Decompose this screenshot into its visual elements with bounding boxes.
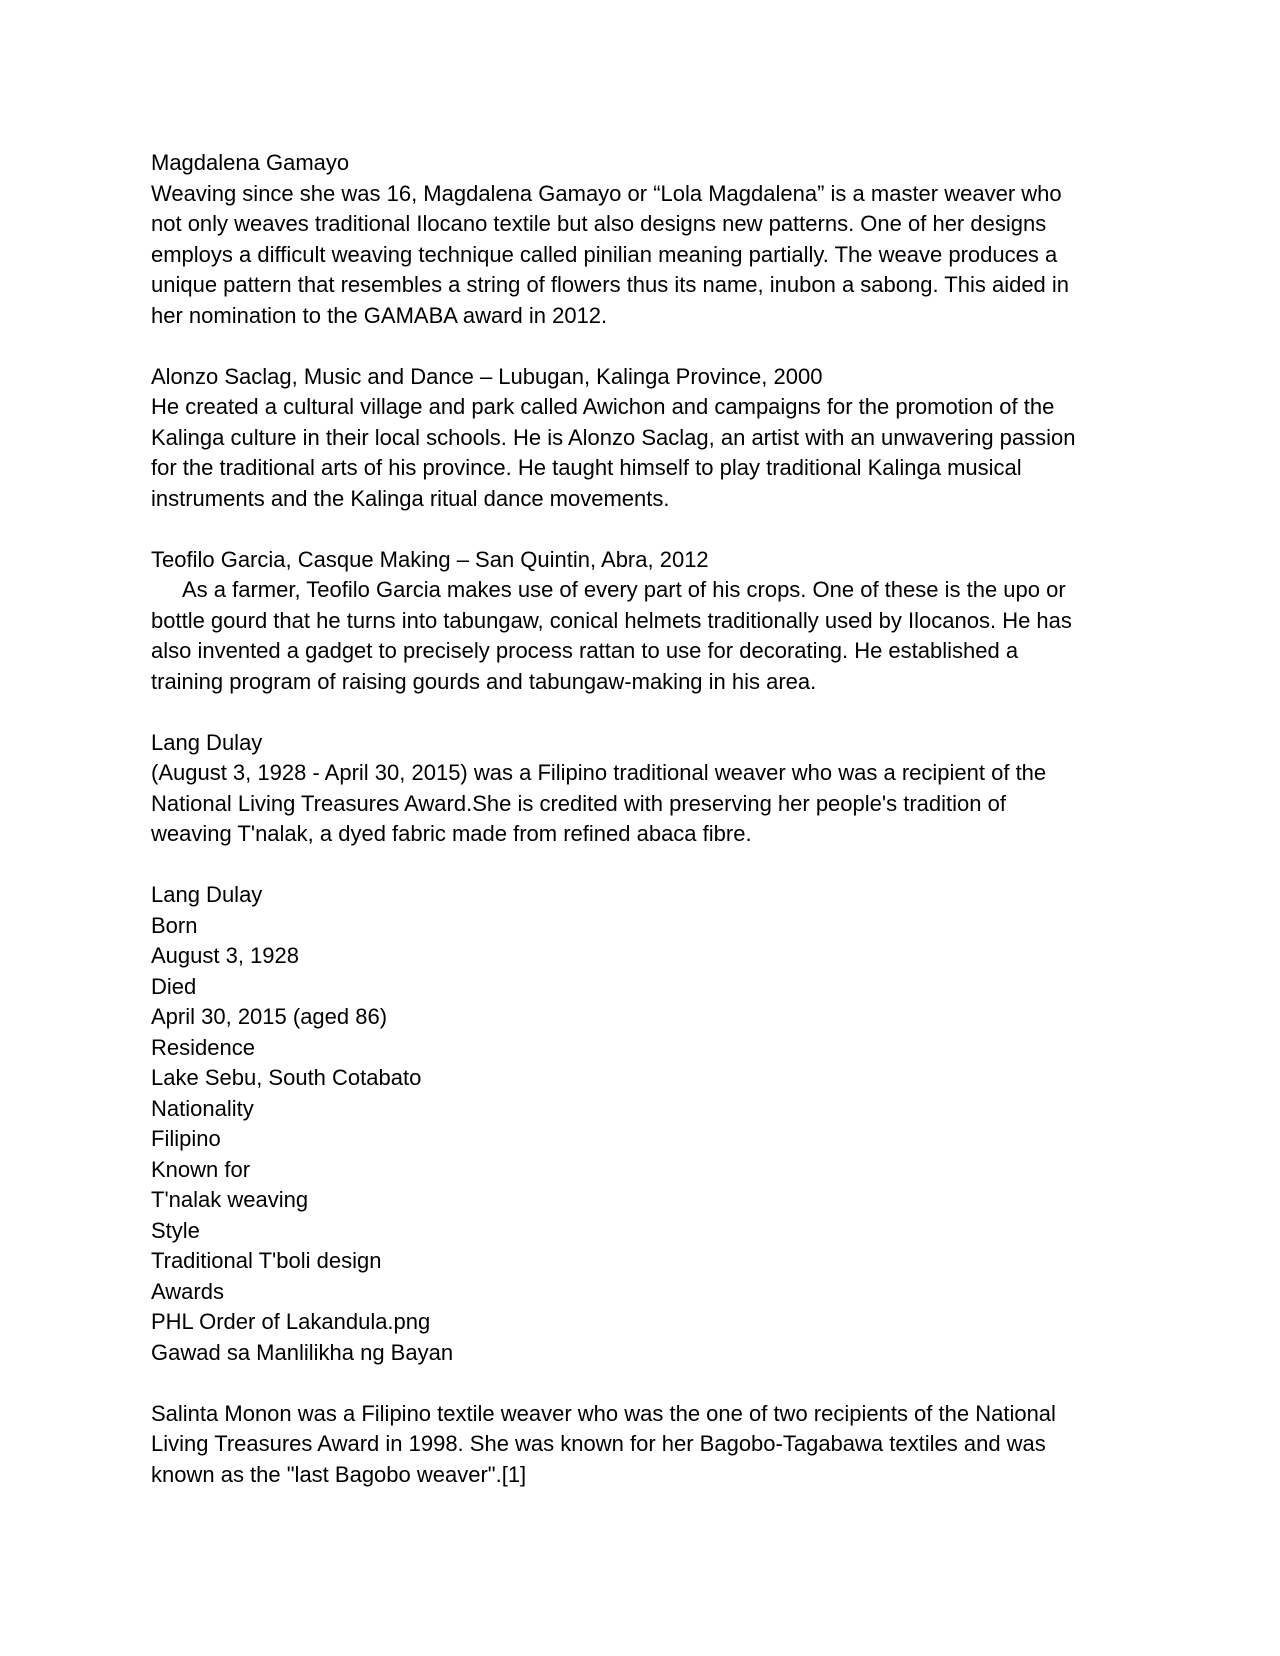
paragraph-line: training program of raising gourds and tabungaw-making in his area. [151, 668, 817, 694]
infobox-value: Filipino [151, 1126, 221, 1151]
section-salinta-monon [151, 1399, 1141, 1491]
paragraph-line: her nomination to the GAMABA award in 2012. [151, 302, 608, 328]
paragraph-line: for the traditional arts of his province. He taught himself to play traditional Kalinga musical [151, 455, 1022, 480]
paragraph-line: He created a cultural village and park called Awichon and campaigns for the promotion of the [151, 394, 1055, 419]
section-teofilo-garcia [151, 545, 1141, 698]
paragraph-line: (August 3, 1928 - April 30, 2015) was a Filipino traditional weaver who was a recipient of the [151, 760, 1047, 785]
infobox-value: T'nalak weaving [151, 1187, 309, 1212]
infobox-value: August 3, 1928 [151, 943, 300, 968]
infobox-label: Born [151, 912, 198, 938]
paragraph-line: known as the "last Bagobo weaver".[1] [151, 1461, 527, 1487]
paragraph-line: weaving T'nalak, a dyed fabric made from refined abaca fibre. [151, 821, 752, 846]
section-lang-dulay-infobox [151, 880, 1141, 1368]
section-alonzo-saclag [151, 362, 1141, 515]
paragraph-line: also invented a gadget to precisely process rattan to use for decorating. He established a [151, 638, 1019, 663]
section-heading: Lang Dulay [151, 882, 263, 907]
section-lang-dulay-bio [151, 728, 1141, 850]
paragraph-line: employs a difficult weaving technique called pinilian meaning partially. The weave produces a [151, 241, 1058, 267]
infobox-label: Known for [151, 1156, 251, 1182]
paragraph-line: Living Treasures Award in 1998. She was known for her Bagobo-Tagabawa textiles and was [151, 1431, 1046, 1456]
paragraph-line: Weaving since she was 16, Magdalena Gamayo or “Lola Magdalena” is a master weaver who [151, 180, 1062, 206]
document-body [151, 148, 1141, 1521]
infobox-label: Died [151, 973, 197, 999]
paragraph-line: unique pattern that resembles a string of flowers thus its name, inubon a sabong. This aided in [151, 272, 1070, 297]
infobox-value: Traditional T'boli design [151, 1248, 382, 1273]
section-heading: Lang Dulay [151, 729, 263, 755]
paragraph-line: As a farmer, Teofilo Garcia makes use of every part of his crops. One of these is the upo or [182, 577, 1066, 602]
paragraph-line: instruments and the Kalinga ritual dance movements. [151, 485, 670, 511]
paragraph-line: bottle gourd that he turns into tabungaw, conical helmets traditionally used by Ilocanos. He has [151, 607, 1072, 633]
section-heading: Teofilo Garcia, Casque Making – San Quintin, Abra, 2012 [151, 546, 709, 572]
infobox-value: Gawad sa Manlilikha ng Bayan [151, 1339, 454, 1365]
paragraph-line: not only weaves traditional Ilocano textile but also designs new patterns. One of her designs [151, 211, 1047, 236]
paragraph-line: Kalinga culture in their local schools. He is Alonzo Saclag, an artist with an unwavering passion [151, 424, 1076, 450]
section-magdalena-gamayo [151, 148, 1141, 331]
infobox-label: Style [151, 1217, 200, 1243]
paragraph-line: National Living Treasures Award.She is credited with preserving her people's tradition of [151, 790, 1006, 816]
infobox-label: Nationality [151, 1095, 254, 1121]
infobox-label: Residence [151, 1034, 255, 1060]
infobox-value: PHL Order of Lakandula.png [151, 1309, 431, 1334]
infobox-value: Lake Sebu, South Cotabato [151, 1065, 422, 1090]
paragraph-line: Salinta Monon was a Filipino textile weaver who was the one of two recipients of the National [151, 1400, 1056, 1426]
infobox-label: Awards [151, 1278, 224, 1304]
infobox-value: April 30, 2015 (aged 86) [151, 1004, 388, 1029]
section-heading: Alonzo Saclag, Music and Dance – Lubugan, Kalinga Province, 2000 [151, 363, 823, 389]
section-heading: Magdalena Gamayo [151, 150, 350, 175]
